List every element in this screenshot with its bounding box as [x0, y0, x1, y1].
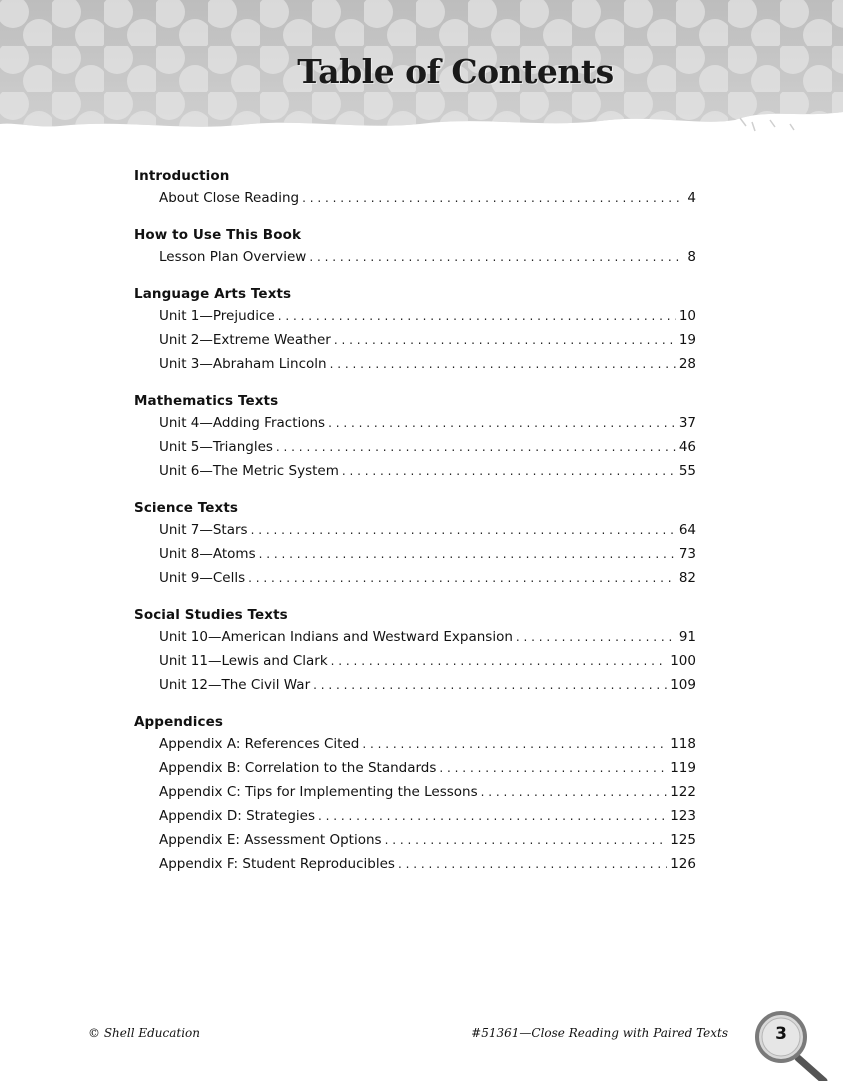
entry-label: Unit 6—The Metric System: [159, 463, 339, 479]
entry-page-number: 46: [678, 439, 696, 455]
entry-page-number: 4: [687, 190, 696, 206]
toc-entry[interactable]: [159, 411, 696, 435]
entry-label: Unit 12—The Civil War: [159, 677, 311, 693]
entry-label: Unit 2—Extreme Weather: [159, 332, 331, 348]
dot-leader: [398, 852, 667, 876]
toc-entry[interactable]: [159, 459, 696, 483]
toc-section: [134, 225, 696, 269]
dot-leader: [439, 756, 667, 780]
entry-page-number: 82: [678, 570, 696, 586]
toc-entry[interactable]: [159, 804, 696, 828]
entry-label: Unit 8—Atoms: [159, 546, 256, 562]
entry-label: Unit 3—Abraham Lincoln: [159, 356, 327, 372]
entry-page-number: 55: [678, 463, 696, 479]
dot-leader: [328, 411, 676, 435]
toc-entry[interactable]: [159, 186, 696, 210]
page-number: 3: [775, 1024, 787, 1044]
toc-entry[interactable]: [159, 780, 696, 804]
entry-label: Unit 5—Triangles: [159, 439, 273, 455]
dot-leader: [330, 352, 676, 376]
toc-section: [134, 712, 696, 876]
toc-entry[interactable]: [159, 328, 696, 352]
toc-section: [134, 166, 696, 210]
toc-entry[interactable]: [159, 518, 696, 542]
toc-section: [134, 391, 696, 483]
entry-label: Unit 4—Adding Fractions: [159, 415, 326, 431]
dot-leader: [318, 804, 667, 828]
entry-page-number: 8: [687, 249, 696, 265]
dot-leader: [251, 518, 676, 542]
section-heading: Language Arts Texts: [134, 286, 292, 302]
toc-entry[interactable]: [159, 732, 696, 756]
entry-label: Unit 11—Lewis and Clark: [159, 653, 328, 669]
entry-label: Unit 7—Stars: [159, 522, 248, 538]
dot-leader: [248, 566, 676, 590]
toc-entry[interactable]: [159, 673, 696, 697]
section-heading: Science Texts: [134, 500, 239, 516]
entry-label: Lesson Plan Overview: [159, 249, 307, 265]
footer-book-title: #51361—Close Reading with Paired Texts: [471, 1026, 728, 1040]
page-title: Table of Contents: [297, 52, 614, 91]
dot-leader: [385, 828, 668, 852]
dot-leader: [342, 459, 676, 483]
entry-label: Unit 9—Cells: [159, 570, 246, 586]
entry-label: Appendix D: Strategies: [159, 808, 316, 824]
dot-leader: [362, 732, 667, 756]
entry-page-number: 119: [670, 760, 696, 776]
section-heading: Introduction: [134, 168, 230, 184]
entry-label: About Close Reading: [159, 190, 300, 206]
entry-label: Appendix C: Tips for Implementing the Lessons: [159, 784, 478, 800]
toc-entry[interactable]: [159, 245, 696, 269]
dot-leader: [334, 328, 676, 352]
dot-leader: [481, 780, 668, 804]
dot-leader: [331, 649, 668, 673]
entry-page-number: 91: [678, 629, 696, 645]
entry-page-number: 125: [670, 832, 696, 848]
toc-entry[interactable]: [159, 852, 696, 876]
toc-entry[interactable]: [159, 542, 696, 566]
entry-label: Appendix F: Student Reproducibles: [159, 856, 395, 872]
entry-label: Appendix A: References Cited: [159, 736, 360, 752]
magnifying-glass-icon: [754, 1010, 843, 1081]
entry-page-number: 122: [670, 784, 696, 800]
entry-page-number: 28: [678, 356, 696, 372]
entry-label: Unit 10—American Indians and Westward Expansion: [159, 629, 513, 645]
entry-label: Unit 1—Prejudice: [159, 308, 275, 324]
dot-leader: [302, 186, 684, 210]
header-band: [0, 0, 843, 140]
dot-leader: [259, 542, 676, 566]
toc-entry[interactable]: [159, 649, 696, 673]
toc-entry[interactable]: [159, 352, 696, 376]
section-heading: How to Use This Book: [134, 227, 302, 243]
dot-leader: [276, 435, 676, 459]
entry-page-number: 37: [678, 415, 696, 431]
entry-page-number: 123: [670, 808, 696, 824]
entry-page-number: 126: [670, 856, 696, 872]
entry-page-number: 19: [678, 332, 696, 348]
section-heading: Mathematics Texts: [134, 393, 279, 409]
entry-label: Appendix E: Assessment Options: [159, 832, 382, 848]
dot-leader: [309, 245, 684, 269]
toc-entry[interactable]: [159, 828, 696, 852]
entry-page-number: 64: [678, 522, 696, 538]
dot-leader: [278, 304, 676, 328]
entry-page-number: 10: [678, 308, 696, 324]
toc-entry[interactable]: [159, 435, 696, 459]
entry-page-number: 118: [670, 736, 696, 752]
toc-entry[interactable]: [159, 625, 696, 649]
entry-label: Appendix B: Correlation to the Standards: [159, 760, 437, 776]
dot-leader: [313, 673, 667, 697]
footer-copyright: © Shell Education: [88, 1026, 201, 1040]
entry-page-number: 109: [670, 677, 696, 693]
toc-section: [134, 284, 696, 376]
toc-entry[interactable]: [159, 756, 696, 780]
entry-page-number: 100: [670, 653, 696, 669]
dot-leader: [516, 625, 676, 649]
entry-page-number: 73: [678, 546, 696, 562]
toc-entry[interactable]: [159, 304, 696, 328]
section-heading: Social Studies Texts: [134, 607, 288, 623]
toc-section: [134, 498, 696, 590]
table-of-contents: [134, 166, 696, 891]
toc-section: [134, 605, 696, 697]
toc-entry[interactable]: [159, 566, 696, 590]
section-heading: Appendices: [134, 714, 224, 730]
